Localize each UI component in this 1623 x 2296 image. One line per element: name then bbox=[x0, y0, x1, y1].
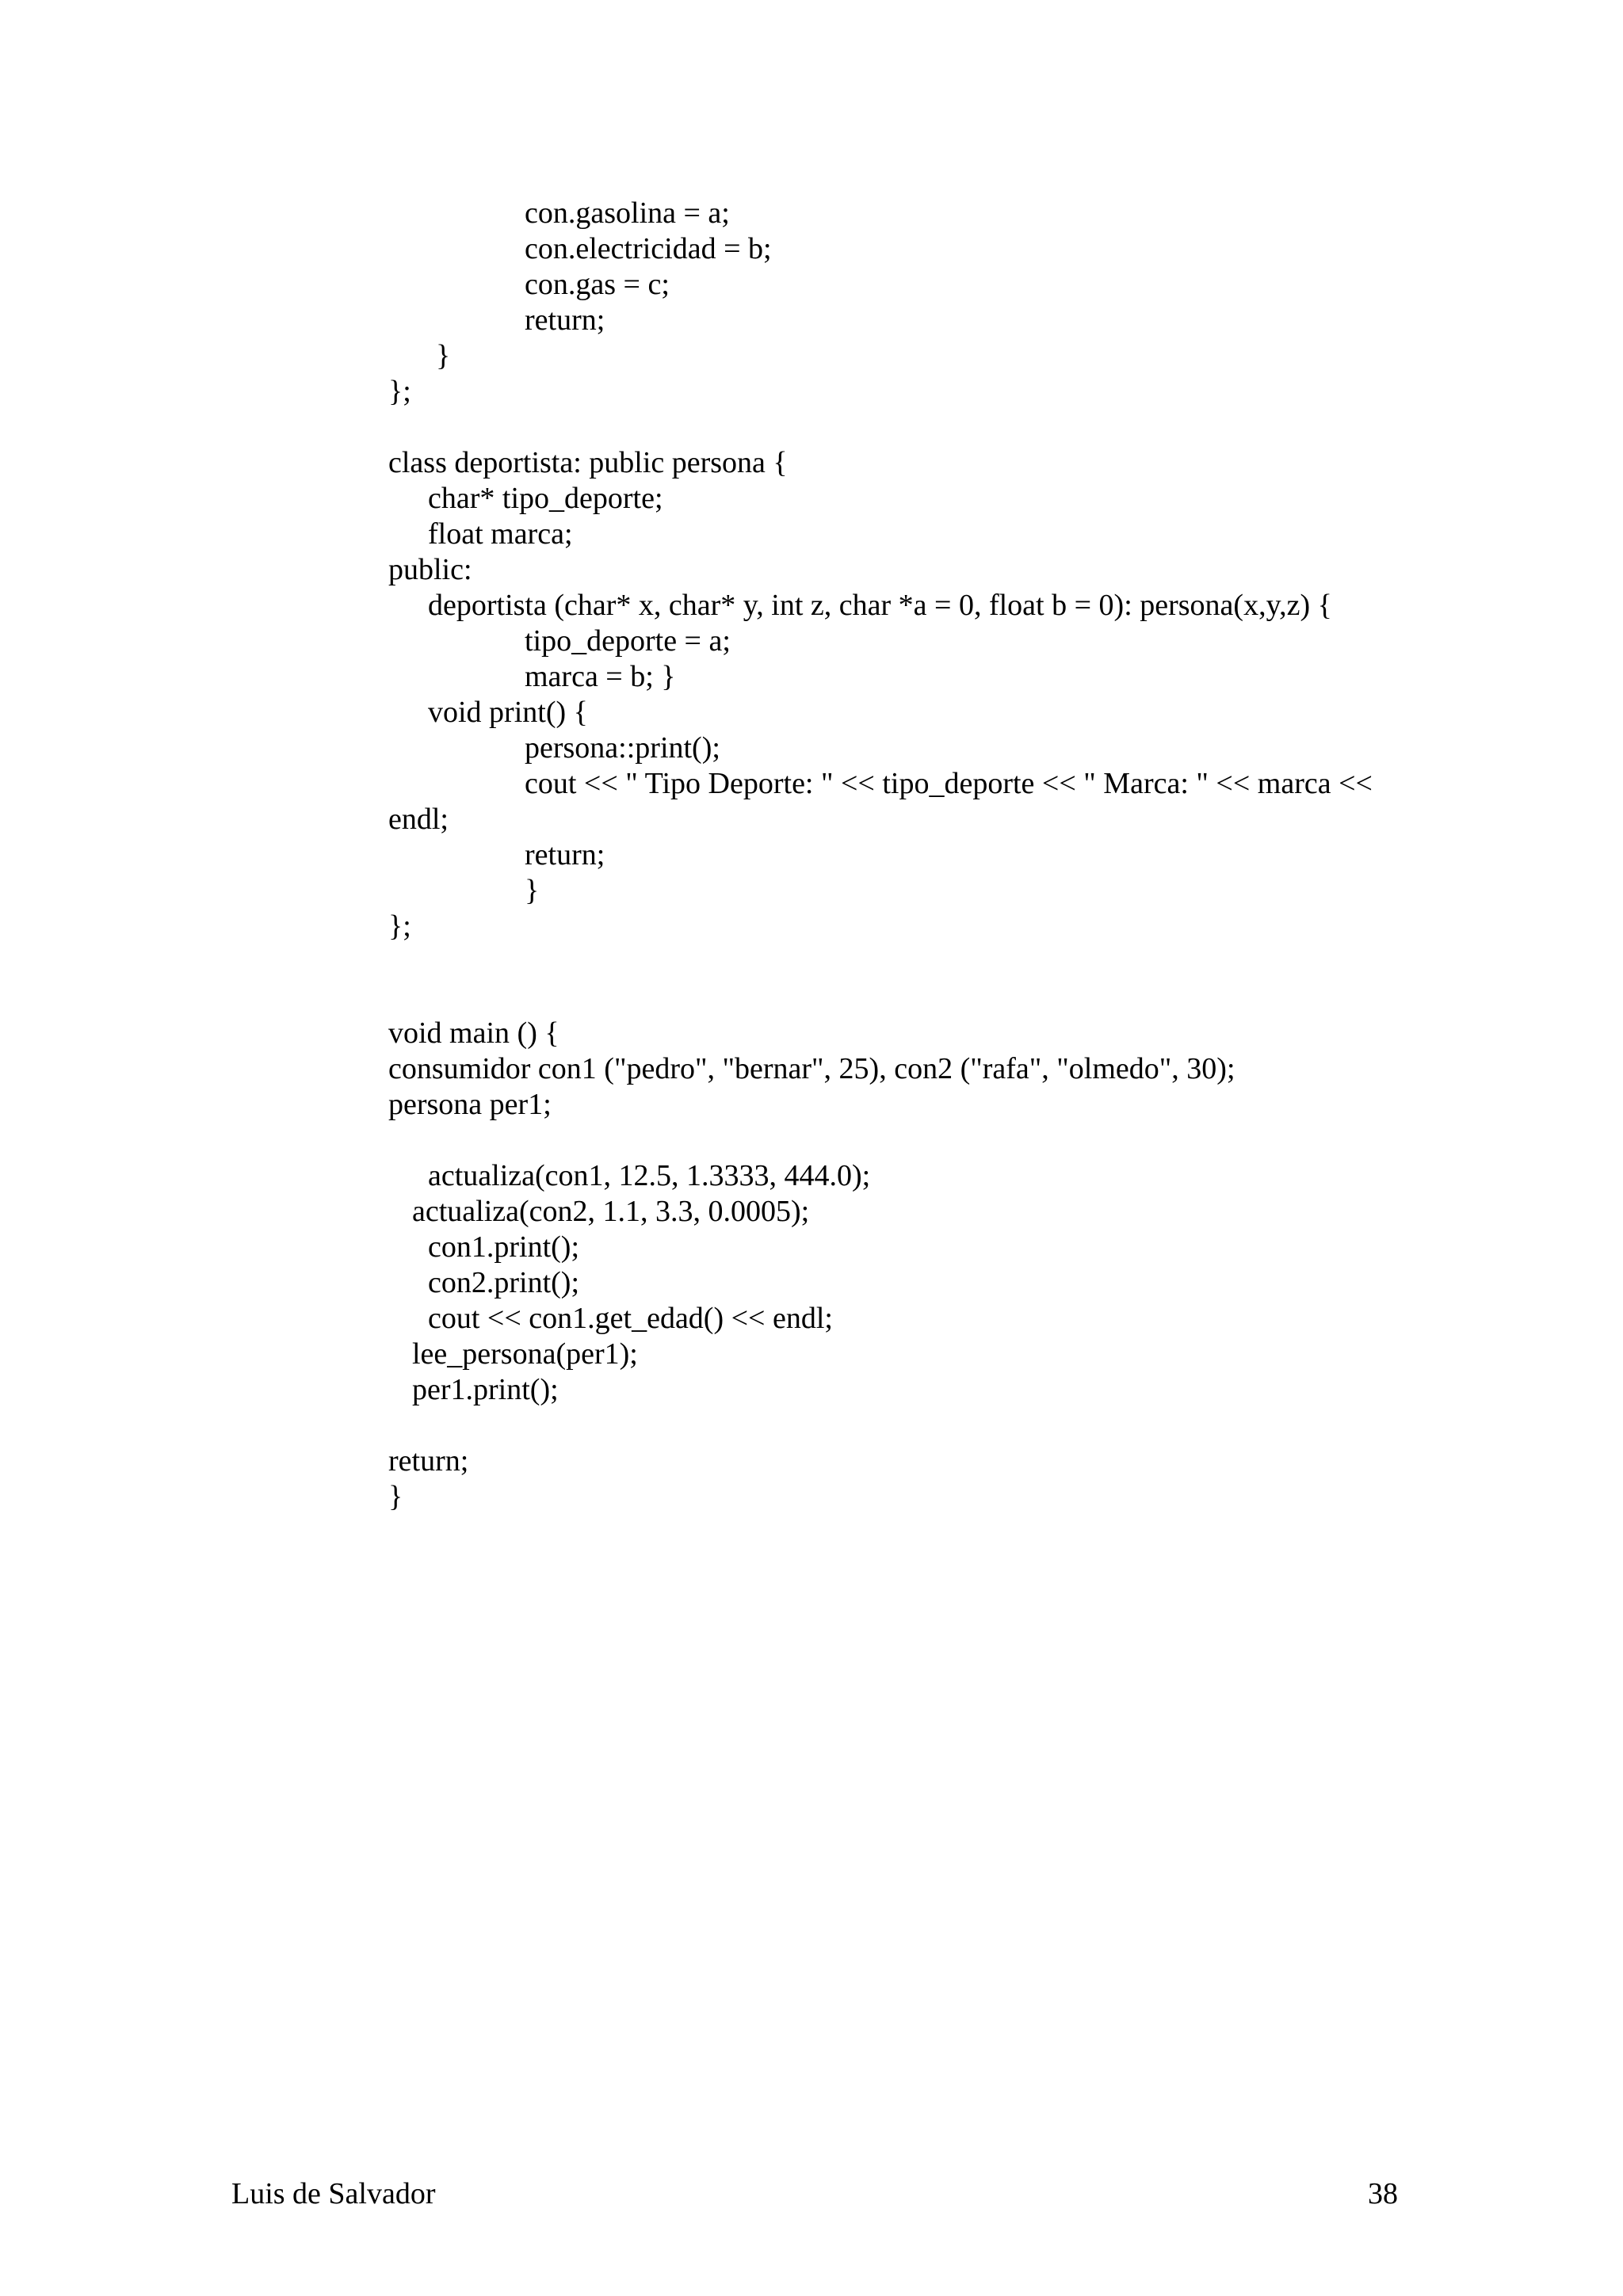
code-line: char* tipo_deporte; bbox=[428, 482, 663, 515]
code-line: actualiza(con1, 12.5, 1.3333, 444.0); bbox=[428, 1159, 871, 1192]
code-line: return; bbox=[388, 1444, 469, 1478]
code-line: float marca; bbox=[428, 517, 573, 551]
code-line: } bbox=[388, 1480, 403, 1513]
code-line: con.gas = c; bbox=[525, 268, 670, 301]
code-line: cout << con1.get_edad() << endl; bbox=[428, 1302, 833, 1335]
code-line: actualiza(con2, 1.1, 3.3, 0.0005); bbox=[412, 1195, 810, 1228]
code-line: con.gasolina = a; bbox=[525, 196, 730, 230]
code-line: marca = b; } bbox=[525, 660, 676, 693]
code-line: con1.print(); bbox=[428, 1230, 580, 1264]
code-line: } bbox=[525, 874, 540, 907]
code-line: deportista (char* x, char* y, int z, char *a = 0, float b = 0): persona(x,y,z) { bbox=[428, 589, 1332, 622]
code-line: con.electricidad = b; bbox=[525, 232, 772, 265]
code-line: endl; bbox=[388, 803, 449, 836]
code-line: } bbox=[436, 339, 451, 372]
code-line: void main () { bbox=[388, 1016, 559, 1050]
code-line: return; bbox=[525, 303, 605, 337]
code-line: }; bbox=[388, 910, 411, 943]
code-line: class deportista: public persona { bbox=[388, 446, 788, 479]
footer-page-number: 38 bbox=[1368, 2177, 1398, 2210]
code-line: per1.print(); bbox=[412, 1373, 559, 1406]
code-line: return; bbox=[525, 838, 605, 871]
code-line: con2.print(); bbox=[428, 1266, 580, 1299]
code-line: persona per1; bbox=[388, 1088, 552, 1121]
footer-author: Luis de Salvador bbox=[231, 2177, 436, 2210]
code-line: tipo_deporte = a; bbox=[525, 624, 731, 658]
code-line: void print() { bbox=[428, 696, 588, 729]
code-line: }; bbox=[388, 375, 411, 408]
code-line: consumidor con1 ("pedro", "bernar", 25), con2 ("rafa", "olmedo", 30); bbox=[388, 1052, 1235, 1085]
code-line: persona::print(); bbox=[525, 731, 720, 765]
code-line: cout << " Tipo Deporte: " << tipo_deporte << " Marca: " << marca << bbox=[525, 767, 1373, 800]
code-line: public: bbox=[388, 553, 472, 586]
code-line: lee_persona(per1); bbox=[412, 1337, 638, 1371]
